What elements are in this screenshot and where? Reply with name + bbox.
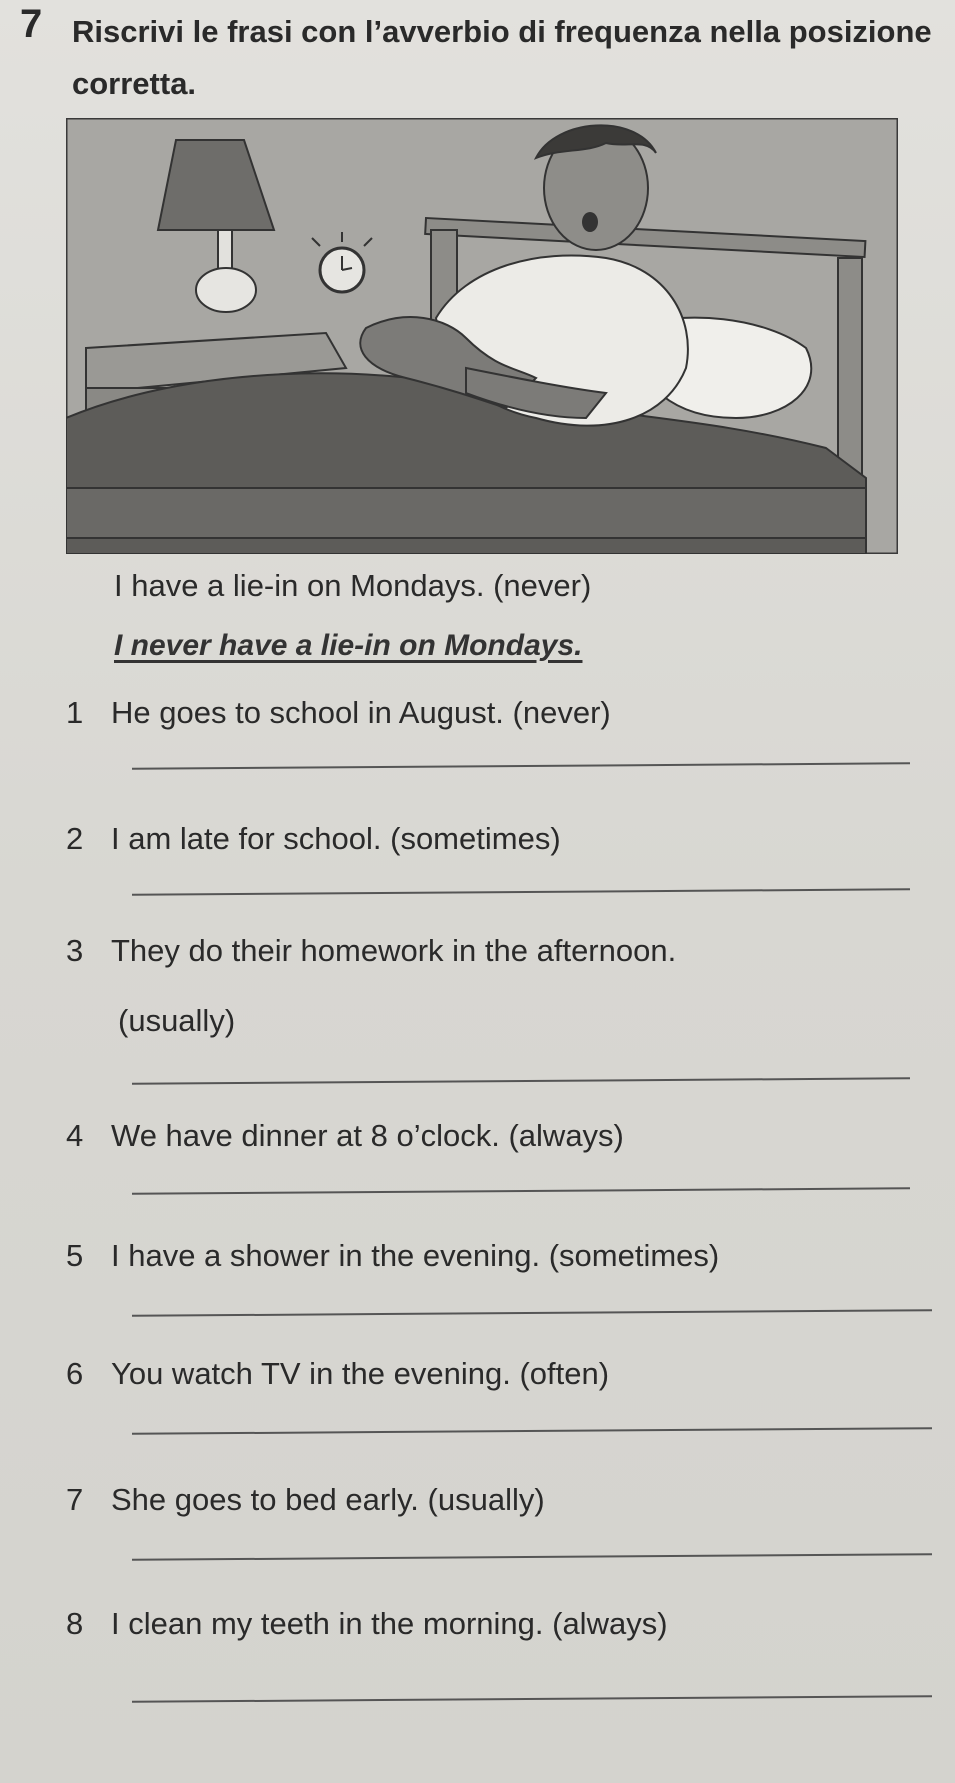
answer-line[interactable] <box>132 762 910 769</box>
item-text: I am late for school. (sometimes) <box>111 821 561 856</box>
item-number: 2 <box>66 821 84 856</box>
exercise-item <box>66 1356 609 1392</box>
exercise-item <box>66 1238 719 1274</box>
item-number: 6 <box>66 1356 84 1391</box>
item-text: I have a shower in the evening. (sometimes) <box>111 1238 720 1273</box>
item-text: She goes to bed early. (usually) <box>111 1482 545 1517</box>
exercise-item <box>66 933 676 969</box>
answer-line[interactable] <box>132 1309 932 1317</box>
example-answer: I never have a lie-in on Mondays. <box>114 629 583 662</box>
exercise-item <box>66 1606 668 1642</box>
exercise-instruction: Riscrivi le frasi con l’avverbio di frequenza nella posizione corretta. <box>72 14 932 101</box>
item-text: They do their homework in the afternoon. <box>111 933 677 968</box>
exercise-item <box>66 821 561 857</box>
answer-line[interactable] <box>132 888 910 895</box>
item-number: 3 <box>66 933 84 968</box>
item-number: 5 <box>66 1238 84 1273</box>
answer-line[interactable] <box>132 1427 932 1435</box>
item-text: He goes to school in August. (never) <box>111 695 611 730</box>
answer-line[interactable] <box>132 1695 932 1703</box>
answer-line[interactable] <box>132 1077 910 1084</box>
item-text: You watch TV in the evening. (often) <box>111 1356 610 1391</box>
item-text: I clean my teeth in the morning. (always) <box>111 1606 668 1641</box>
answer-line[interactable] <box>132 1553 932 1561</box>
answer-line[interactable] <box>132 1187 910 1194</box>
item-number: 1 <box>66 695 84 730</box>
item-text: We have dinner at 8 o’clock. (always) <box>111 1118 624 1153</box>
item-text-continuation: (usually) <box>118 1003 236 1038</box>
example-prompt: I have a lie-in on Mondays. (never) <box>114 568 592 603</box>
item-number: 7 <box>66 1482 84 1517</box>
bedroom-illustration <box>66 118 898 554</box>
item-number: 4 <box>66 1118 84 1153</box>
exercise-item <box>66 695 611 731</box>
exercise-item <box>66 1482 545 1518</box>
exercise-number: 7 <box>20 2 43 46</box>
exercise-item <box>66 1118 624 1154</box>
item-number: 8 <box>66 1606 84 1641</box>
